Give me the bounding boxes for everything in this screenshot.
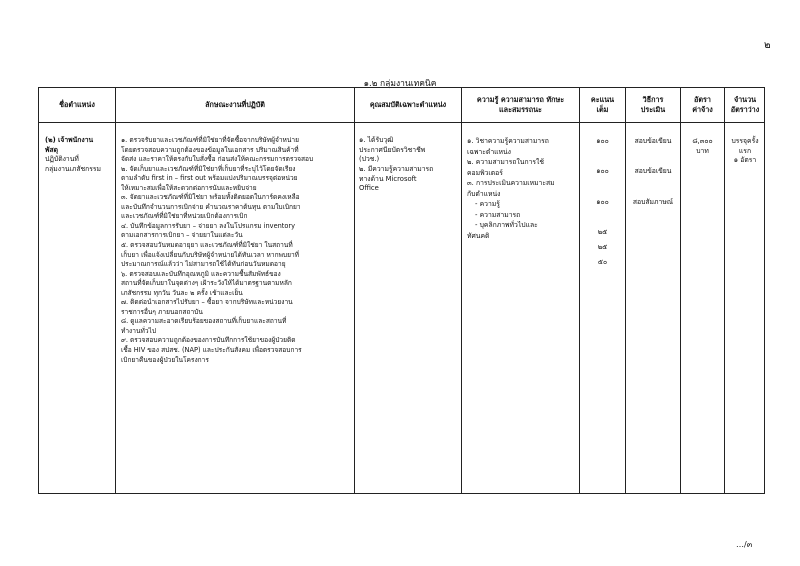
qualification-line: (ปวช.) bbox=[359, 155, 380, 164]
section-title: ๑.๒ กลุ่มงานเทคนิค bbox=[363, 79, 437, 89]
score-value: ๒๕ bbox=[597, 228, 608, 236]
wage-unit: บาท bbox=[696, 146, 709, 155]
score-value: ๑๐๐ bbox=[596, 167, 609, 175]
method-value: สอบข้อเขียน bbox=[634, 167, 672, 175]
duty-line: ให้เหมาะสมเพื่อให้สะดวกต่อการนับและหยิบจ่าย bbox=[121, 183, 257, 192]
competency-line: - ความสามารถ bbox=[475, 210, 521, 219]
vacancy-line: ๑ อัตรา bbox=[733, 156, 757, 165]
duty-line: ตามเอกสารการเบิกยา – จ่ายยาในแต่ละวัน bbox=[121, 231, 243, 240]
competency-line: ๒. ความสามารถในการใช้ bbox=[467, 158, 544, 167]
col-divider bbox=[354, 88, 355, 493]
col-divider bbox=[115, 88, 116, 493]
duties-cell bbox=[121, 136, 351, 365]
position-unit: กลุ่มงานเภสัชกรรม bbox=[45, 164, 102, 173]
duty-line: ตามลำดับ first in – first out พร้อมแบ่งปริมาณบรรจุต่อหน่วย bbox=[121, 174, 298, 183]
header-competencies: ความรู้ ความสามารถ ทักษะ และสมรรถนะ bbox=[476, 95, 565, 114]
qualification-line: ทางด้าน Microsoft bbox=[359, 174, 417, 183]
col-divider bbox=[625, 88, 626, 493]
col-divider bbox=[461, 88, 462, 493]
duty-line: ราชการอื่นๆ ภายนอกสถาบัน bbox=[121, 307, 203, 316]
competency-line: ทัศนคติ bbox=[467, 231, 490, 240]
duty-line: เภสัชกรรม ทุกวัน วันละ ๒ ครั้ง เช้าและเย็น bbox=[121, 288, 243, 297]
method-value: สอบสัมภาษณ์ bbox=[632, 198, 674, 206]
qualifications-cell bbox=[359, 136, 459, 194]
qualification-line: Office bbox=[359, 184, 379, 193]
duty-line: ๖. ตรวจสอบและบันทึกอุณหภูมิ และความชื้นสัมพัทธ์ของ bbox=[121, 269, 281, 278]
competency-line: เฉพาะตำแหน่ง bbox=[467, 147, 511, 156]
position-unit: ปฏิบัติงานที่ bbox=[45, 155, 79, 164]
wage-cell bbox=[681, 137, 724, 156]
competency-line: ๑. วิชาความรู้ความสามารถ bbox=[467, 137, 549, 145]
duty-line: และเวชภัณฑ์ที่มิใช่ยาที่หน่วยเบิกต้องการเบิก bbox=[121, 212, 248, 221]
score-value: ๑๐๐ bbox=[596, 198, 609, 206]
competency-line: กับตำแหน่ง bbox=[467, 189, 501, 198]
header-qualifications: คุณสมบัติเฉพาะตำแหน่ง bbox=[369, 100, 447, 110]
score-value: ๒๕ bbox=[597, 243, 608, 251]
competency-line: คอมพิวเตอร์ bbox=[467, 168, 503, 177]
duty-line: ประมาณการณ์แล้วว่า ไม่สามารถใช้ได้ทันก่อนวันหมดอายุ bbox=[121, 260, 286, 269]
duty-line: สถานที่จัดเก็บยาในจุดต่างๆ เฝ้าระวังให้ได้มาตรฐานตามหลัก bbox=[121, 279, 292, 288]
qualification-line: ประกาศนียบัตรวิชาชีพ bbox=[359, 145, 426, 154]
qualification-line: ๒. มีความรู้ความสามารถ bbox=[359, 164, 434, 173]
duty-line: ๗. ติดต่อนำเอกสารไปรับยา – ซื้อยา จากบริษัทและหน่วยงาน bbox=[121, 298, 293, 307]
duty-line: ๓. จัดยาและเวชภัณฑ์ที่มิใช่ยา พร้อมทั้งติดยอดในการ์ดคงเหลือ bbox=[121, 193, 300, 202]
duty-line: จัดส่ง และราคาให้ตรงกับใบสั่งซื้อ ก่อนส่งให้คณะกรรมการตรวจสอบ bbox=[121, 155, 314, 164]
duty-line: ๘. ดูแลความสะอาดเรียบร้อยของสถานที่เก็บยาและสถานที่ bbox=[121, 317, 287, 326]
header-full-score: คะแนน เต็ม bbox=[590, 95, 615, 114]
header-vacancies: จำนวน อัตราว่าง bbox=[730, 95, 760, 114]
duty-line: เก็บยา เพื่อแจ้งเปลี่ยนกับบริษัทผู้จำหน่ายได้ทันเวลา หากพบยาที่ bbox=[121, 250, 300, 259]
recruitment-table bbox=[38, 87, 765, 494]
header-position: ชื่อตำแหน่ง bbox=[59, 100, 95, 110]
vacancy-line: บรรจุครั้ง bbox=[731, 137, 759, 145]
duty-line: ๙. ตรวจสอบความถูกต้องของการบันทึกการใช้ยาของผู้ป่วยติด bbox=[121, 336, 296, 345]
footer-page-ref: …/๓ bbox=[736, 540, 753, 549]
position-cell bbox=[45, 136, 113, 175]
duty-line: ๕. ตรวจสอบวันหมดอายุยา และเวชภัณฑ์ที่มิใช่ยา ในสถานที่ bbox=[121, 241, 293, 250]
duty-line: เบิกยาคืนของผู้ป่วยในโครงการ bbox=[121, 355, 209, 364]
header-divider bbox=[39, 122, 764, 123]
duty-line: ๒. จัดเก็บยาและเวชภัณฑ์ที่มิใช่ยาที่เก็บยาที่ระบุไว้โดยจัดเรียง bbox=[121, 164, 296, 173]
competencies-cell bbox=[467, 136, 577, 241]
col-divider bbox=[579, 88, 580, 493]
competency-line: - ความรู้ bbox=[475, 200, 500, 209]
duty-line: เชื้อ HIV ของ สปสช. (NAP) และประกันสังคม เพื่อตรวจสอบการ bbox=[121, 346, 302, 355]
vacancies-cell bbox=[725, 137, 765, 166]
duty-line: ๑. ตรวจรับยาและเวชภัณฑ์ที่มิใช่ยาที่จัดซื้อจากบริษัทผู้จำหน่าย bbox=[121, 136, 299, 144]
competency-line: - บุคลิกภาพทั่วไปและ bbox=[475, 221, 538, 230]
page-number: ๒ bbox=[764, 40, 771, 51]
duty-line: และบันทึกจำนวนการเบิกจ่าย คำนวณราคาต้นทุน ตามใบเบิกยา bbox=[121, 202, 301, 211]
header-method: วิธีการ ประเมิน bbox=[640, 95, 666, 114]
position-title: (๒) เจ้าพนักงาน bbox=[45, 136, 94, 144]
score-value: ๕๐ bbox=[597, 258, 608, 266]
qualification-line: ๑. ได้รับวุฒิ bbox=[359, 136, 394, 144]
duty-line: ทำงานทั่วไป bbox=[121, 326, 157, 335]
header-wage: อัตรา ค่าจ้าง bbox=[692, 95, 713, 114]
score-value: ๑๐๐ bbox=[596, 137, 609, 145]
competency-line: ๓. การประเมินความเหมาะสม bbox=[467, 179, 555, 188]
duty-line: ๔. บันทึกข้อมูลการรับยา – จ่ายยา ลงในโปรแกรม inventory bbox=[121, 221, 296, 230]
duty-line: โดยตรวจสอบความถูกต้องของข้อมูลในเอกสาร ปริมาณสินค้าที่ bbox=[121, 145, 299, 154]
position-title: พัสดุ bbox=[45, 145, 59, 154]
header-duties: ลักษณะงานที่ปฏิบัติ bbox=[205, 100, 265, 110]
vacancy-line: แรก bbox=[738, 146, 752, 155]
wage-amount: ๘,๓๐๐ bbox=[692, 137, 713, 145]
method-value: สอบข้อเขียน bbox=[634, 137, 672, 145]
